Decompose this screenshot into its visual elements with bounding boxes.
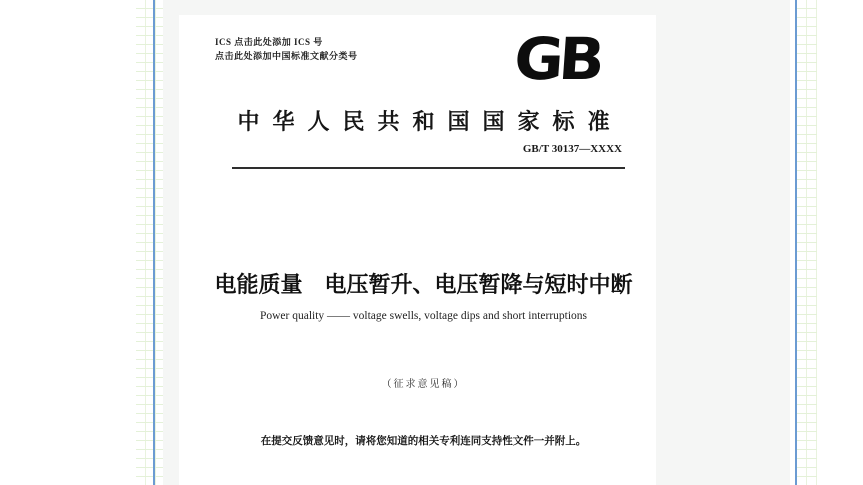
document-title-chinese: 电能质量 电压暂升、电压暂降与短时中断 xyxy=(214,272,633,297)
blue-guide-line-left xyxy=(153,0,155,485)
standard-cover-page xyxy=(179,15,656,485)
blue-guide-line-right xyxy=(795,0,797,485)
draft-stage-note: （征求意见稿） xyxy=(381,379,466,390)
national-standard-heading: 中华人民共和国国家标准 xyxy=(237,109,623,134)
ics-number-placeholder[interactable]: ICS 点击此处添加 ICS 号 xyxy=(215,37,323,47)
document-viewer-canvas xyxy=(163,0,790,485)
patent-feedback-note: 在提交反馈意见时，请将您知道的相关专利连同支持性文件一并附上。 xyxy=(260,435,587,447)
spreadsheet-grid-left xyxy=(136,0,163,485)
header-divider-line xyxy=(232,167,625,169)
gb-standard-logo: GB xyxy=(512,25,602,93)
document-title-english: Power quality —— voltage swells, voltage dips and short interruptions xyxy=(259,310,588,322)
classification-block xyxy=(215,35,358,63)
ccs-number-placeholder[interactable]: 点击此处添加中国标准文献分类号 xyxy=(215,51,358,61)
spreadsheet-grid-right xyxy=(797,0,817,485)
standard-number: GB/T 30137—XXXX xyxy=(522,143,622,155)
